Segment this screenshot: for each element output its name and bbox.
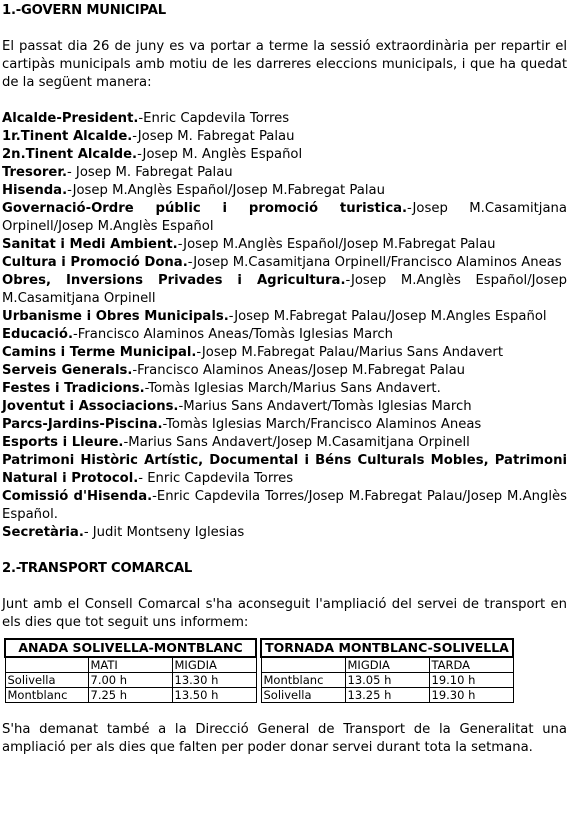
role-holders: -Enric Capdevila Torres <box>138 111 290 126</box>
role-title: Serveis Generals. <box>2 363 133 378</box>
role-title: Cultura i Promoció Dona. <box>2 255 188 270</box>
role-line <box>2 128 567 146</box>
role-title: Joventut i Associacions. <box>2 399 179 414</box>
transport-schedule-table <box>4 638 514 703</box>
return-col-header: TARDA <box>429 657 513 673</box>
return-col-header <box>261 657 345 673</box>
table-cell: 13.25 h <box>345 688 429 703</box>
role-holders: -Josep M.Casamitjana Orpinell/Josep M.Anglès Español <box>2 201 567 234</box>
role-title: Urbanisme i Obres Municipals. <box>2 309 229 324</box>
role-line <box>2 362 567 380</box>
section-title-govern: 1.-GOVERN MUNICIPAL <box>2 3 166 18</box>
govern-intro: El passat dia 26 de juny es va portar a terme la sessió extraordinària per repartir el cartipàs municipals amb motiu de les darreres eleccions municipals, i que ha quedat de la següent manera: <box>2 39 567 90</box>
role-title: Obres, Inversions Privades i Agricultura. <box>2 273 346 288</box>
role-holders: -Josep M.Anglès Español/Josep M.Casamitjana Orpinell <box>2 273 567 306</box>
role-title: Governació-Ordre públic i promoció turistica. <box>2 201 408 216</box>
table-cell: 7.25 h <box>88 688 172 703</box>
table-cell: 7.00 h <box>88 673 172 688</box>
role-line <box>2 344 567 362</box>
table-cell: Solivella <box>261 688 345 703</box>
role-title: Parcs-Jardins-Piscina. <box>2 417 163 432</box>
role-title: Alcalde-President. <box>2 111 139 126</box>
role-holders: -Josep M.Fabregat Palau/Josep M.Angles Español <box>228 309 547 324</box>
role-line <box>2 254 567 272</box>
role-holders: -Josep M.Fabregat Palau/Marius Sans Andavert <box>196 345 503 360</box>
role-title: Educació. <box>2 327 73 342</box>
role-title: Hisenda. <box>2 183 68 198</box>
role-line <box>2 452 567 488</box>
role-line <box>2 398 567 416</box>
role-line <box>2 326 567 344</box>
outbound-col-header <box>5 657 88 673</box>
role-title: Patrimoni Històric Artístic, Documental i Béns Culturals Mobles, Patrimoni Natural i Protocol. <box>2 453 567 486</box>
roles-list <box>2 110 567 542</box>
role-holders: -Francisco Alaminos Aneas/Tomàs Iglesias March <box>72 327 393 342</box>
role-title: Sanitat i Medi Ambient. <box>2 237 178 252</box>
role-line <box>2 416 567 434</box>
role-line <box>2 308 567 326</box>
return-col-header: MIGDIA <box>345 657 429 673</box>
table-cell: Solivella <box>5 673 88 688</box>
role-holders: -Francisco Alaminos Aneas/Josep M.Fabregat Palau <box>132 363 466 378</box>
table-row <box>5 688 513 703</box>
role-line <box>2 380 567 398</box>
role-title: Comissió d'Hisenda. <box>2 489 153 504</box>
role-holders: -Tomàs Iglesias March/Marius Sans Andavert. <box>144 381 441 396</box>
document-page <box>2 0 567 757</box>
role-title: Camins i Terme Municipal. <box>2 345 197 360</box>
outbound-title: ANADA SOLIVELLA-MONTBLANC <box>5 639 256 657</box>
role-title: Festes i Tradicions. <box>2 381 145 396</box>
role-line <box>2 236 567 254</box>
role-line <box>2 146 567 164</box>
role-holders: -Josep M. Fabregat Palau <box>132 129 295 144</box>
role-line <box>2 524 567 542</box>
role-holders: -Enric Capdevila Torres/Josep M.Fabregat Palau/Josep M.Anglès Español. <box>2 489 568 522</box>
role-holders: - Enric Capdevila Torres <box>138 471 294 486</box>
table-cell: 19.30 h <box>429 688 513 703</box>
role-holders: -Josep M.Casamitjana Orpinell/Francisco Alaminos Aneas <box>187 255 562 270</box>
return-title: TORNADA MONTBLANC-SOLIVELLA <box>261 639 513 657</box>
role-line <box>2 182 567 200</box>
section-title-transport: 2.-TRANSPORT COMARCAL <box>2 561 193 576</box>
table-cell: 19.10 h <box>429 673 513 688</box>
role-holders: -Josep M.Anglès Español/Josep M.Fabregat Palau <box>177 237 496 252</box>
role-holders: -Josep M. Anglès Español <box>137 147 303 162</box>
role-holders: -Josep M.Anglès Español/Josep M.Fabregat Palau <box>67 183 385 198</box>
role-holders: - Josep M. Fabregat Palau <box>66 165 233 180</box>
outbound-col-header: MATI <box>88 657 172 673</box>
transport-closing: S'ha demanat també a la Direcció General de Transport de la Generalitat una ampliació per als dies que falten per poder donar servei durant tota la setmana. <box>2 722 567 755</box>
role-line <box>2 488 567 524</box>
table-cell: Montblanc <box>261 673 345 688</box>
role-title: 2n.Tinent Alcalde. <box>2 147 138 162</box>
role-line <box>2 272 567 308</box>
outbound-col-header: MIGDIA <box>172 657 256 673</box>
table-cell: 13.30 h <box>172 673 256 688</box>
role-holders: - Judit Montseny Iglesias <box>83 525 245 540</box>
role-title: Tresorer. <box>2 165 67 180</box>
table-cell: 13.05 h <box>345 673 429 688</box>
table-cell: Montblanc <box>5 688 88 703</box>
role-holders: -Tomàs Iglesias March/Francisco Alaminos Aneas <box>162 417 482 432</box>
transport-intro: Junt amb el Consell Comarcal s'ha aconseguit l'ampliació del servei de transport en els dies que tot seguit uns informem: <box>2 597 567 630</box>
table-row <box>5 673 513 688</box>
role-title: Esports i Lleure. <box>2 435 124 450</box>
role-holders: -Marius Sans Andavert/Tomàs Iglesias March <box>178 399 472 414</box>
role-line <box>2 200 567 236</box>
table-cell: 13.50 h <box>172 688 256 703</box>
role-title: Secretària. <box>2 525 84 540</box>
role-line <box>2 110 567 128</box>
role-holders: -Marius Sans Andavert/Josep M.Casamitjana Orpinell <box>123 435 470 450</box>
role-line <box>2 164 567 182</box>
role-title: 1r.Tinent Alcalde. <box>2 129 133 144</box>
role-line <box>2 434 567 452</box>
